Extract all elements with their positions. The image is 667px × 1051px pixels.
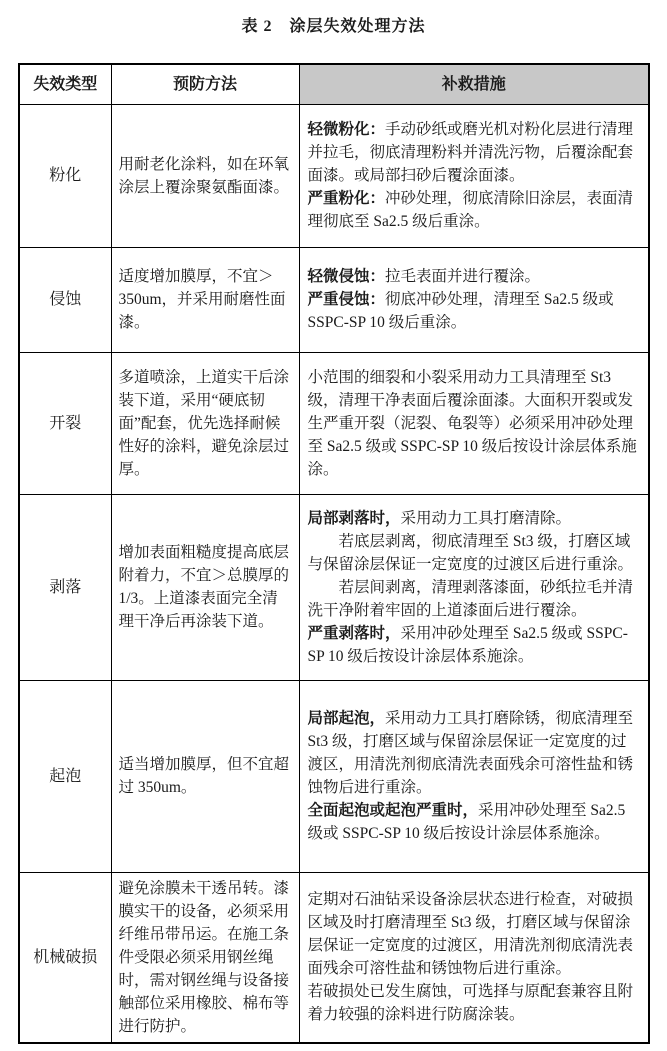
prevention-cell: 增加表面粗糙度提高底层附着力，不宜＞总膜厚的 1/3。上道漆表面完全清理干净后再涂装下道。 [111, 494, 299, 680]
remedy-cell [299, 352, 649, 494]
remedy-severity-label: 严重粉化： [307, 190, 386, 207]
remedy-paragraph: 若破损处已发生腐蚀，可选择与原配套兼容且附着力较强的涂料进行防腐涂装。 [307, 983, 634, 1023]
table-row [19, 680, 649, 872]
header-remedy: 补救措施 [299, 64, 649, 104]
table-row [19, 872, 649, 1043]
remedy-paragraph: 局部起泡，采用动力工具打磨除锈，彻底清理至 St3 级，打磨区域与保留涂层保证一定宽度的过渡区，用清洗剂彻底清洗表面残余可溶性盐和锈蚀物后进行重涂。 [307, 710, 634, 796]
remedy-cell [299, 680, 649, 872]
remedy-paragraph: 轻微粉化：手动砂纸或磨光机对粉化层进行清理并拉毛，彻底清理粉料并清洗污物，后覆涂配套面漆。或局部扫砂后覆涂面漆。 [307, 121, 634, 184]
header-row [19, 64, 649, 104]
remedy-cell [299, 104, 649, 247]
remedy-severity-label: 局部起泡， [307, 710, 386, 727]
remedy-severity-label: 轻微粉化： [307, 121, 386, 138]
remedy-paragraph: 严重剥落时，采用冲砂处理至 Sa2.5 级或 SSPC-SP 10 级后按设计涂层体系施涂。 [307, 624, 628, 665]
remedy-paragraph: 严重粉化：冲砂处理，彻底清除旧涂层，表面清理彻底至 Sa2.5 级后重涂。 [307, 190, 634, 230]
remedy-paragraph: 若底层剥离，彻底清理至 St3 级，打磨区域与保留涂层保证一定宽度的过渡区后进行重涂。 [307, 532, 634, 573]
prevention-cell: 多道喷涂，上道实干后涂装下道，采用“硬底韧面”配套，优先选择耐候性好的涂料，避免涂层过厚。 [111, 352, 299, 494]
failure-type-cell: 剥落 [19, 494, 111, 680]
remedy-paragraph: 全面起泡或起泡严重时，采用冲砂处理至 Sa2.5 级或 SSPC-SP 10 级后按设计涂层体系施涂。 [307, 802, 626, 842]
remedy-paragraph: 小范围的细裂和小裂采用动力工具清理至 St3 级，清理干净表面后覆涂面漆。大面积开裂或发生严重开裂（泥裂、龟裂等）必须采用冲砂处理至 Sa2.5 级或 SSPC-SP 10 级后按设计涂层体系施涂。 [307, 368, 637, 478]
header-prevention: 预防方法 [111, 64, 299, 104]
table-row [19, 104, 649, 247]
table-row [19, 494, 649, 680]
table-row [19, 352, 649, 494]
remedy-cell [299, 872, 649, 1043]
table-body [19, 104, 649, 1043]
remedy-cell [299, 494, 649, 680]
failure-type-cell: 粉化 [19, 104, 111, 247]
table-row [19, 247, 649, 352]
remedy-paragraph: 严重侵蚀：彻底冲砂处理，清理至 Sa2.5 级或 SSPC-SP 10 级后重涂。 [307, 291, 614, 331]
prevention-cell: 用耐老化涂料，如在环氧涂层上覆涂聚氨酯面漆。 [111, 104, 299, 247]
failure-type-cell: 侵蚀 [19, 247, 111, 352]
remedy-severity-label: 局部剥落时， [307, 509, 401, 527]
failure-type-cell: 起泡 [19, 680, 111, 872]
remedy-paragraph: 定期对石油钻采设备涂层状态进行检查，对破损区域及时打磨清理至 St3 级，打磨区域与保留涂层保证一定宽度的过渡区，用清洗剂彻底清洗表面残余可溶性盐和锈蚀物后进行重涂。 [307, 891, 634, 977]
prevention-cell: 适度增加膜厚，不宜＞350um，并采用耐磨性面漆。 [111, 247, 299, 352]
remedy-severity-label: 全面起泡或起泡严重时， [307, 802, 479, 819]
prevention-cell: 避免涂膜未干透吊转。漆膜实干的设备，必须采用纤维吊带吊运。在施工条件受限必须采用钢丝绳时，需对钢丝绳与设备接触部位采用橡胶、棉布等进行防护。 [111, 872, 299, 1043]
remedy-severity-label: 严重侵蚀： [307, 291, 386, 308]
prevention-cell: 适当增加膜厚，但不宜超过 350um。 [111, 680, 299, 872]
remedy-severity-label: 严重剥落时， [307, 624, 401, 642]
remedy-paragraph: 局部剥落时，采用动力工具打磨清除。 [307, 509, 572, 527]
table-caption: 表 2 涂层失效处理方法 [241, 18, 426, 35]
coating-failure-table [18, 63, 650, 1044]
failure-type-cell: 机械破损 [19, 872, 111, 1043]
remedy-severity-label: 轻微侵蚀： [307, 268, 386, 285]
remedy-paragraph: 若层间剥离，清理剥落漆面，砂纸拉毛并清洗干净附着牢固的上道漆面后进行覆涂。 [307, 578, 634, 619]
remedy-paragraph: 轻微侵蚀：拉毛表面并进行覆涂。 [307, 268, 541, 285]
remedy-cell [299, 247, 649, 352]
failure-type-cell: 开裂 [19, 352, 111, 494]
header-failure-type: 失效类型 [19, 64, 111, 104]
